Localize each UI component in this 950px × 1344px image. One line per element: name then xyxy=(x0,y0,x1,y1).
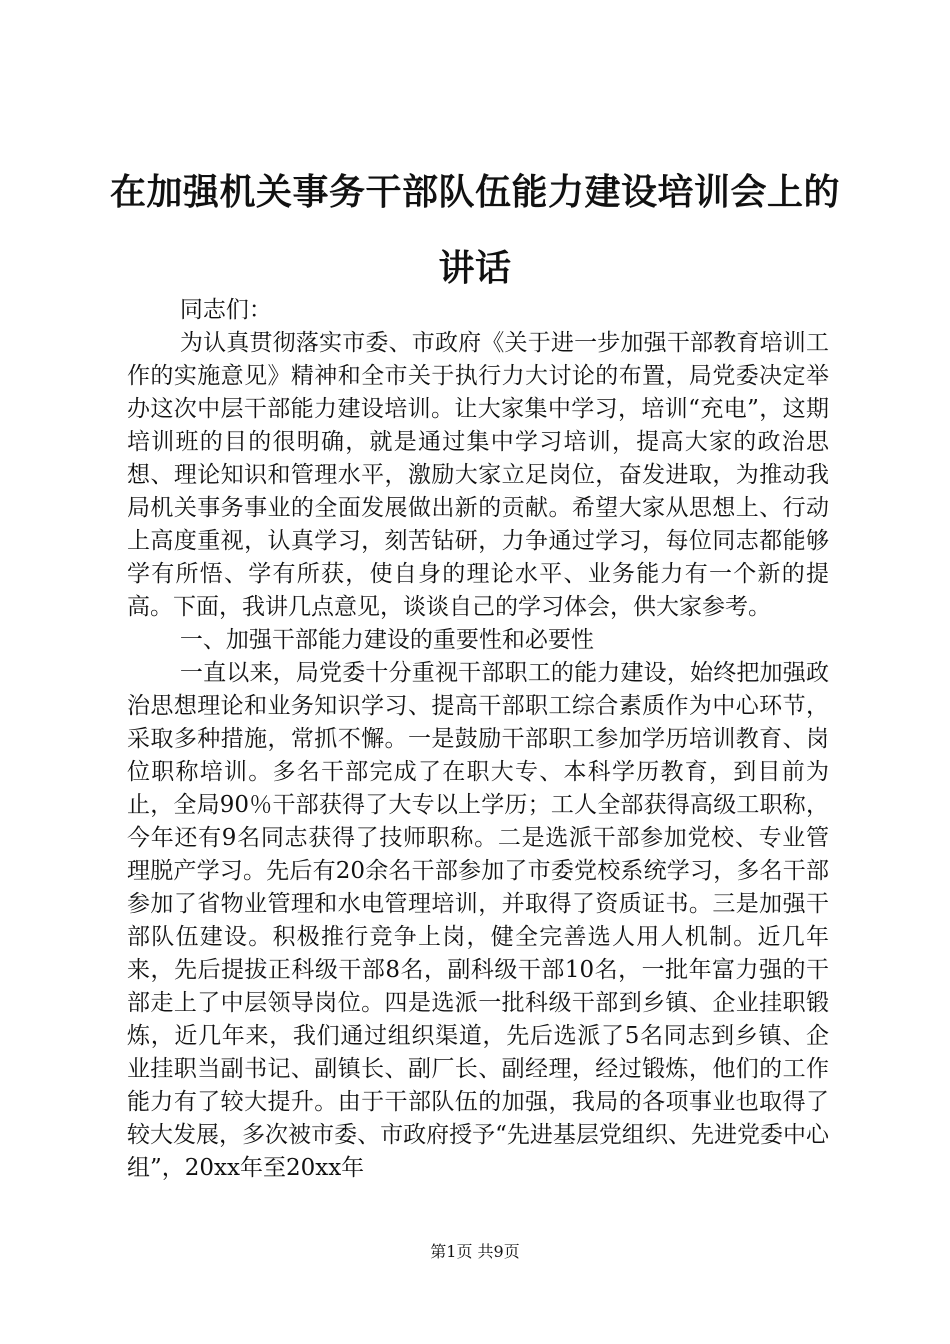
document-body xyxy=(127,294,829,1185)
title-line-1: 在加强机关事务干部队伍能力建设培训会上的 xyxy=(109,172,840,213)
section-heading-1: 一、加强干部能力建设的重要性和必要性 xyxy=(179,627,594,653)
document-title xyxy=(100,155,850,307)
salutation: 同志们： xyxy=(179,297,272,323)
paragraph-intro: 为认真贯彻落实市委、市政府《关于进一步加强干部教育培训工作的实施意见》精神和全市关于执行力大讨论的布置，局党委决定举办这次中层干部能力建设培训。让大家集中学习，培训“充电”，这期培训班的目的很明确，就是通过集中学习培训，提高大家的政治思想、理论知识和管理水平，激励大家立足岗位，奋发进取，为推动我局机关事务事业的全面发展做出新的贡献。希望大家从思想上、行动上高度重视，认真学习，刻苦钻研，力争通过学习，每位同志都能够学有所悟、学有所获，使自身的理论水平、业务能力有一个新的提高。下面，我讲几点意见，谈谈自己的学习体会，供大家参考。 xyxy=(127,330,829,620)
page-number-footer: 第1页 共9页 xyxy=(430,1242,520,1261)
paragraph-section-1: 一直以来，局党委十分重视干部职工的能力建设，始终把加强政治思想理论和业务知识学习、提高干部职工综合素质作为中心环节，采取多种措施，常抓不懈。一是鼓励干部职工参加学历培训教育、岗位职称培训。多名干部完成了在职大专、本科学历教育，到目前为止，全局90％干部获得了大专以上学历；工人全部获得高级工职称，今年还有9名同志获得了技师职称。二是选派干部参加党校、专业管理脱产学习。先后有20余名干部参加了市委党校系统学习，多名干部参加了省物业管理和水电管理培训，并取得了资质证书。三是加强干部队伍建设。积极推行竞争上岗，健全完善选人用人机制。近几年来，先后提拔正科级干部8名，副科级干部10名，一批年富力强的干部走上了中层领导岗位。四是选派一批科级干部到乡镇、企业挂职锻炼，近几年来，我们通过组织渠道，先后选派了5名同志到乡镇、企业挂职当副书记、副镇长、副厂长、副经理，经过锻炼，他们的工作能力有了较大提升。由于干部队伍的加强，我局的各项事业也取得了较大发展，多次被市委、市政府授予“先进基层党组织、先进党委中心组”，20xx年至20xx年 xyxy=(127,660,829,1181)
title-line-2: 讲话 xyxy=(438,248,512,289)
